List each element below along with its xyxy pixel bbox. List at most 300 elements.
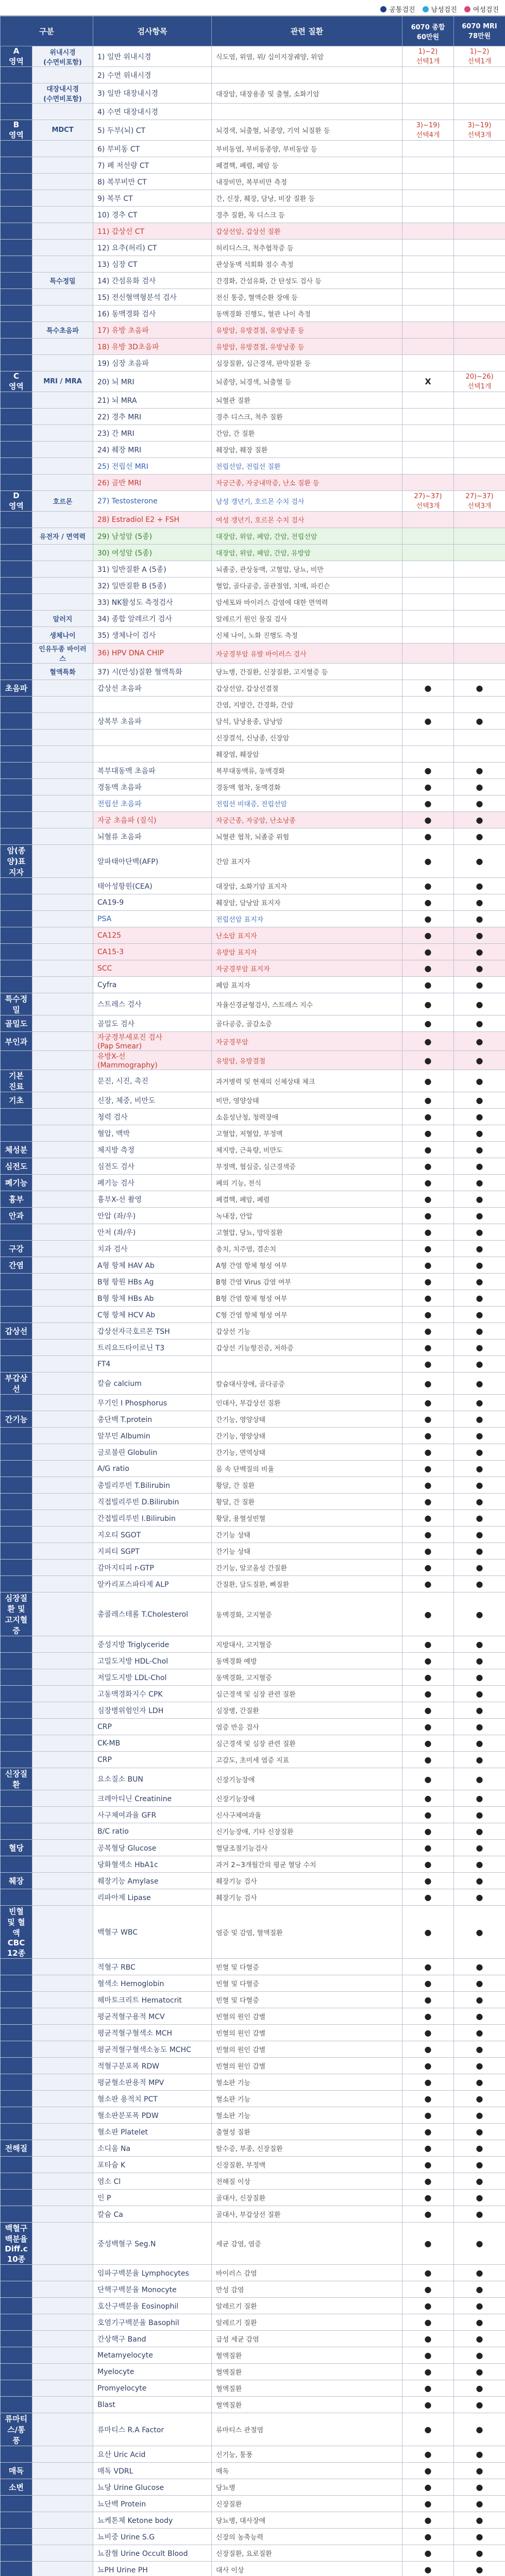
row-plan-b: ●	[454, 2091, 505, 2107]
row-description: 자궁근종, 자궁암, 난소낭종	[212, 812, 402, 828]
row-item: 29) 남성암 (5종)	[93, 528, 212, 545]
row-category	[1, 779, 32, 795]
row-plan-b: ●	[454, 2380, 505, 2397]
row-item: 트리요드타이로닌 T3	[93, 1340, 212, 1356]
table-row	[1, 1636, 505, 1653]
table-row	[1, 67, 505, 83]
row-category: 기본 진료	[1, 1070, 32, 1092]
row-subcategory	[32, 1856, 93, 1873]
row-plan-a: ●	[402, 1906, 454, 1959]
row-description: 폐암 표지자	[212, 977, 402, 993]
row-plan-a	[402, 67, 454, 83]
row-description: 간기능 상태	[212, 1527, 402, 1543]
table-row	[1, 762, 505, 779]
table-row	[1, 273, 505, 289]
row-plan-b: ●	[454, 2025, 505, 2041]
row-item: 9) 복부 CT	[93, 190, 212, 207]
row-plan-a	[402, 207, 454, 223]
row-plan-a: ●	[402, 2107, 454, 2124]
row-item: 24) 췌장 MRI	[93, 442, 212, 458]
table-row	[1, 1592, 505, 1636]
row-description: 간암, 간 질환	[212, 425, 402, 442]
row-category	[1, 894, 32, 911]
row-description: 탈수증, 부종, 신장질환	[212, 2140, 402, 2157]
row-item: 22) 경추 MRI	[93, 409, 212, 425]
row-plan-b: ●	[454, 2157, 505, 2173]
row-plan-b: ●	[454, 1356, 505, 1372]
row-plan-a	[402, 223, 454, 240]
table-row	[1, 1653, 505, 1669]
row-description: 전립선 비대증, 전립선암	[212, 795, 402, 812]
table-row	[1, 2545, 505, 2562]
row-item: CK-MB	[93, 1735, 212, 1752]
row-subcategory	[32, 2173, 93, 2190]
row-description: 염증 및 감염, 혈액질환	[212, 1906, 402, 1959]
row-item: 당화혈색소 HbA1c	[93, 1856, 212, 1873]
row-plan-a: ●	[402, 1372, 454, 1395]
row-category	[1, 442, 32, 458]
row-description: 빈혈 및 다혈증	[212, 1975, 402, 1992]
row-description: 복부대동맥류, 동맥경화	[212, 762, 402, 779]
row-category	[1, 578, 32, 594]
row-category	[1, 878, 32, 894]
row-plan-a: ●	[402, 1494, 454, 1510]
row-plan-b: ●	[454, 1323, 505, 1340]
row-plan-a: ●	[402, 1873, 454, 1889]
row-subcategory	[32, 1191, 93, 1208]
row-item: 37) 시(만성)질환 혈액특화	[93, 664, 212, 680]
row-plan-a	[402, 442, 454, 458]
row-subcategory	[32, 977, 93, 993]
row-subcategory: 호르몬	[32, 491, 93, 512]
row-item: 혈소판 Platelet	[93, 2124, 212, 2140]
row-category	[1, 2173, 32, 2190]
row-plan-a: ●	[402, 2562, 454, 2576]
row-plan-a: ●	[402, 1510, 454, 1527]
row-plan-b: ●	[454, 1241, 505, 1257]
row-item: 매독 VDRL	[93, 2463, 212, 2479]
table-row	[1, 2281, 505, 2298]
row-plan-a: ●	[402, 1653, 454, 1669]
row-item: 뇨당 Urine Glucose	[93, 2479, 212, 2496]
row-category: 류마티스/통풍	[1, 2413, 32, 2446]
row-category	[1, 392, 32, 409]
row-description: 간기능, 면역상태	[212, 1444, 402, 1461]
row-item: 감마지티피 r-GTP	[93, 1560, 212, 1576]
row-item: 8) 복부비만 CT	[93, 174, 212, 190]
table-row	[1, 1323, 505, 1340]
row-category	[1, 1527, 32, 1543]
table-row	[1, 289, 505, 306]
row-subcategory	[32, 1428, 93, 1444]
row-item: 심장병위험인자 LDH	[93, 1702, 212, 1719]
row-description: B형 간염 Virus 감염 여부	[212, 1274, 402, 1290]
row-subcategory	[32, 1032, 93, 1051]
row-description: 자율신경균형검사, 스트레스 지수	[212, 993, 402, 1015]
row-plan-b: ●	[454, 1015, 505, 1032]
row-plan-b: ●	[454, 2347, 505, 2364]
row-description: 유방암 표지자	[212, 944, 402, 960]
row-description: 자궁경부암 표지자	[212, 960, 402, 977]
row-item: 13) 심장 CT	[93, 256, 212, 273]
row-plan-b: ●	[454, 2331, 505, 2347]
row-category	[1, 190, 32, 207]
row-category	[1, 1807, 32, 1823]
row-item: 복부대동맥 초음파	[93, 762, 212, 779]
row-category	[1, 561, 32, 578]
table-row	[1, 2314, 505, 2331]
row-item: 저밀도지방 LDL-Chol	[93, 1669, 212, 1686]
row-subcategory	[32, 2397, 93, 2413]
table-row	[1, 1191, 505, 1208]
row-plan-a: ●	[402, 2397, 454, 2413]
row-plan-a: ●	[402, 1274, 454, 1290]
row-description: 인대사, 부갑상선 질환	[212, 1395, 402, 1411]
row-subcategory	[32, 2008, 93, 2025]
row-item: 안저 (좌/우)	[93, 1224, 212, 1241]
row-plan-b	[454, 223, 505, 240]
row-description: 전립선암, 전립선 질환	[212, 458, 402, 474]
row-description: 신기능장애, 기타 신장질환	[212, 1823, 402, 1840]
row-plan-b: ●	[454, 845, 505, 878]
row-description: 염증 반응 검사	[212, 1719, 402, 1735]
row-description: 대장암, 위암, 폐암, 간암, 전립선암	[212, 528, 402, 545]
row-category	[1, 911, 32, 927]
row-plan-a: ●	[402, 2479, 454, 2496]
row-subcategory: 특수초음파	[32, 322, 93, 338]
row-plan-b: ●	[454, 1653, 505, 1669]
row-plan-b: ●	[454, 2298, 505, 2314]
row-category	[1, 1735, 32, 1752]
table-row	[1, 561, 505, 578]
row-plan-a	[402, 561, 454, 578]
table-row	[1, 2446, 505, 2463]
row-subcategory	[32, 944, 93, 960]
table-row	[1, 491, 505, 512]
row-item: 전립선 초음파	[93, 795, 212, 812]
row-description: 과거 2~3개월간의 평균 혈당 수치	[212, 1856, 402, 1873]
row-category: 간기능	[1, 1411, 32, 1428]
table-row	[1, 2190, 505, 2206]
row-subcategory	[32, 2298, 93, 2314]
row-category	[1, 1543, 32, 1560]
row-item: B/C ratio	[93, 1823, 212, 1840]
row-plan-b: ●	[454, 993, 505, 1015]
table-row	[1, 2364, 505, 2380]
row-item: 문진, 시진, 촉진	[93, 1070, 212, 1092]
row-subcategory	[32, 141, 93, 157]
row-item: 15) 전신혈액형분석 검사	[93, 289, 212, 306]
row-category	[1, 528, 32, 545]
row-item: 4) 수면 대장내시경	[93, 104, 212, 120]
row-subcategory	[32, 256, 93, 273]
row-item: B형 항체 HBs Ab	[93, 1290, 212, 1307]
row-category	[1, 1975, 32, 1992]
row-plan-a	[402, 664, 454, 680]
row-category	[1, 594, 32, 611]
row-category	[1, 697, 32, 713]
table-row	[1, 1807, 505, 1823]
row-plan-b	[454, 425, 505, 442]
row-category	[1, 2265, 32, 2281]
row-subcategory	[32, 1224, 93, 1241]
table-row	[1, 157, 505, 174]
header-category: 구분	[1, 16, 93, 46]
row-plan-a	[402, 730, 454, 746]
row-category	[1, 927, 32, 944]
table-row	[1, 1208, 505, 1224]
row-description: 소음성난청, 청력장애	[212, 1109, 402, 1125]
row-plan-a: ●	[402, 1735, 454, 1752]
legend-item	[464, 4, 499, 14]
row-category: 심장질환 및 고지혈증	[1, 1592, 32, 1636]
row-subcategory	[32, 2364, 93, 2380]
row-plan-b: ●	[454, 1840, 505, 1856]
row-description: 대사 이상	[212, 2562, 402, 2576]
table-row	[1, 1411, 505, 1428]
row-item: CRP	[93, 1719, 212, 1735]
row-plan-a: ●	[402, 1543, 454, 1560]
row-category	[1, 2529, 32, 2545]
row-category	[1, 762, 32, 779]
row-subcategory	[32, 911, 93, 927]
row-plan-a: ●	[402, 977, 454, 993]
row-subcategory	[32, 223, 93, 240]
row-category	[1, 2058, 32, 2074]
row-description: 심장병, 간질환	[212, 1702, 402, 1719]
row-item: CA15-3	[93, 944, 212, 960]
table-row	[1, 911, 505, 927]
row-plan-b: ●	[454, 2446, 505, 2463]
row-category	[1, 1395, 32, 1411]
row-item: 7) 폐 저선량 CT	[93, 157, 212, 174]
row-plan-a	[402, 256, 454, 273]
row-category	[1, 2364, 32, 2380]
row-plan-b: ●	[454, 1992, 505, 2008]
row-item: 유방X-선 (Mammography)	[93, 1051, 212, 1070]
row-item: 골밀도 검사	[93, 1015, 212, 1032]
row-plan-a: ●	[402, 1752, 454, 1768]
row-plan-a: ●	[402, 1307, 454, 1323]
row-subcategory	[32, 545, 93, 561]
row-category	[1, 2008, 32, 2025]
row-plan-a	[402, 174, 454, 190]
row-category	[1, 960, 32, 977]
row-plan-a: ●	[402, 960, 454, 977]
row-description: 고감도, 초미세 염증 지표	[212, 1752, 402, 1768]
row-plan-b	[454, 67, 505, 83]
row-plan-b	[454, 256, 505, 273]
row-plan-a: ●	[402, 1975, 454, 1992]
table-row	[1, 2041, 505, 2058]
row-description: 동맥경화, 고지혈증	[212, 1669, 402, 1686]
table-row	[1, 1719, 505, 1735]
row-description: 식도염, 위염, 위/ 십이지장궤양, 위암	[212, 46, 402, 67]
row-plan-a: ●	[402, 1142, 454, 1158]
row-description: 허리디스크, 척추협착증 등	[212, 240, 402, 256]
table-row	[1, 1494, 505, 1510]
row-subcategory	[32, 1444, 93, 1461]
row-item: PSA	[93, 911, 212, 927]
row-plan-a: ●	[402, 2281, 454, 2298]
row-description: 폐의 기능, 천식	[212, 1175, 402, 1191]
row-plan-a: ●	[402, 1768, 454, 1790]
row-item: C형 항체 HCV Ab	[93, 1307, 212, 1323]
row-category	[1, 1636, 32, 1653]
row-category	[1, 1290, 32, 1307]
row-plan-b: ●	[454, 2140, 505, 2157]
row-description: 신장결석, 신낭종, 신장암	[212, 730, 402, 746]
row-plan-a: ●	[402, 1669, 454, 1686]
row-plan-b: ●	[454, 2190, 505, 2206]
row-subcategory	[32, 2223, 93, 2265]
row-plan-a: ●	[402, 1856, 454, 1873]
row-category: A 영역	[1, 46, 32, 67]
table-row	[1, 1735, 505, 1752]
row-description: 난소암 표지자	[212, 927, 402, 944]
row-item: 3) 일반 대장내시경	[93, 83, 212, 104]
row-description: 갑상선암, 갑상선 질환	[212, 223, 402, 240]
table-row	[1, 1051, 505, 1070]
row-plan-a: ●	[402, 2512, 454, 2529]
row-plan-b	[454, 289, 505, 306]
table-row	[1, 2496, 505, 2512]
row-description: 대장암, 대장용종 및 출혈, 소화기암	[212, 83, 402, 104]
row-category: 기초	[1, 1092, 32, 1109]
row-plan-b: ●	[454, 1560, 505, 1576]
table-row	[1, 2008, 505, 2025]
table-row	[1, 83, 505, 104]
row-subcategory	[32, 67, 93, 83]
row-item: 중성지방 Triglyceride	[93, 1636, 212, 1653]
row-description: 황달, 간 질환	[212, 1494, 402, 1510]
row-plan-b	[454, 104, 505, 120]
table-row	[1, 425, 505, 442]
row-plan-b: ●	[454, 680, 505, 697]
row-category	[1, 944, 32, 960]
row-item: 30) 여성암 (5종)	[93, 545, 212, 561]
row-subcategory	[32, 1719, 93, 1735]
row-description: 빈혈의 원인 감별	[212, 2041, 402, 2058]
row-plan-b	[454, 273, 505, 289]
row-plan-a: ●	[402, 1175, 454, 1191]
row-item	[93, 746, 212, 762]
row-plan-a: ●	[402, 2364, 454, 2380]
row-subcategory	[32, 1274, 93, 1290]
row-subcategory	[32, 697, 93, 713]
row-plan-b: ●	[454, 1208, 505, 1224]
row-subcategory	[32, 594, 93, 611]
table-row	[1, 1543, 505, 1560]
row-category	[1, 1307, 32, 1323]
table-row	[1, 2223, 505, 2265]
row-category	[1, 2380, 32, 2397]
row-category	[1, 2314, 32, 2331]
row-subcategory	[32, 338, 93, 355]
legend-dot-icon	[423, 6, 429, 12]
row-description	[212, 1356, 402, 1372]
row-subcategory	[32, 1208, 93, 1224]
row-subcategory	[32, 1015, 93, 1032]
row-category: 부인과	[1, 1032, 32, 1051]
row-category	[1, 2281, 32, 2298]
row-item: 5) 두부(뇌) CT	[93, 120, 212, 141]
row-subcategory	[32, 2463, 93, 2479]
row-description: 췌장염, 췌장암	[212, 746, 402, 762]
row-item: 32) 일반질환 B (5종)	[93, 578, 212, 594]
row-plan-b: ●	[454, 2107, 505, 2124]
row-plan-a: ●	[402, 1241, 454, 1257]
table-row	[1, 141, 505, 157]
row-description: 부정맥, 협심증, 심근경색증	[212, 1158, 402, 1175]
row-plan-b	[454, 545, 505, 561]
row-item: 요산 Uric Acid	[93, 2446, 212, 2463]
row-description: 알레르기 질환	[212, 2298, 402, 2314]
row-plan-b: ●	[454, 2008, 505, 2025]
table-row	[1, 392, 505, 409]
row-description: 신장질환, 부정맥	[212, 2157, 402, 2173]
table-row	[1, 2413, 505, 2446]
row-plan-a	[402, 474, 454, 491]
row-description: 신장질환	[212, 2496, 402, 2512]
row-category	[1, 1444, 32, 1461]
row-category	[1, 2074, 32, 2091]
row-plan-b: ●	[454, 944, 505, 960]
table-row	[1, 2107, 505, 2124]
row-subcategory	[32, 1356, 93, 1372]
row-subcategory: 인유두종 바이러스	[32, 643, 93, 664]
row-item: 뇨단백 Protein	[93, 2496, 212, 2512]
row-plan-a: ●	[402, 1032, 454, 1051]
row-plan-b: ●	[454, 1889, 505, 1906]
row-description: 간기능, 알코올성 간질환	[212, 1560, 402, 1576]
row-item: 호염기구백분율 Basophil	[93, 2314, 212, 2331]
row-category	[1, 157, 32, 174]
row-plan-b: ●	[454, 1290, 505, 1307]
row-plan-a	[402, 697, 454, 713]
row-plan-a: ●	[402, 2380, 454, 2397]
row-description: 신장의 농축능력	[212, 2529, 402, 2545]
table-row	[1, 680, 505, 697]
row-description: 췌장암, 췌장 질환	[212, 442, 402, 458]
row-subcategory	[32, 1477, 93, 1494]
row-item: 흉부X-선 촬영	[93, 1191, 212, 1208]
row-item: 체지방 측정	[93, 1142, 212, 1158]
legend-dot-icon	[464, 6, 470, 12]
legend-label: 남성검진	[431, 6, 457, 14]
row-description: 뇌혈관 협착, 뇌졸중 위험	[212, 828, 402, 845]
row-plan-a	[402, 611, 454, 627]
row-subcategory	[32, 960, 93, 977]
row-item	[93, 730, 212, 746]
row-category	[1, 458, 32, 474]
row-description: 동맥경화, 고지혈증	[212, 1592, 402, 1636]
row-subcategory	[32, 680, 93, 697]
row-plan-a: ●	[402, 1109, 454, 1125]
row-subcategory: 혈액특화	[32, 664, 93, 680]
row-description: 동맥경화 진행도, 혈관 나이 측정	[212, 306, 402, 322]
row-subcategory	[32, 425, 93, 442]
row-plan-b: ●	[454, 2463, 505, 2479]
table-row	[1, 812, 505, 828]
table-row	[1, 2479, 505, 2496]
row-plan-a	[402, 141, 454, 157]
table-row	[1, 371, 505, 392]
table-row	[1, 1889, 505, 1906]
row-item: 뇨PH Urine PH	[93, 2562, 212, 2576]
row-subcategory: 위내시경 (수면비포함)	[32, 46, 93, 67]
row-category	[1, 1959, 32, 1975]
